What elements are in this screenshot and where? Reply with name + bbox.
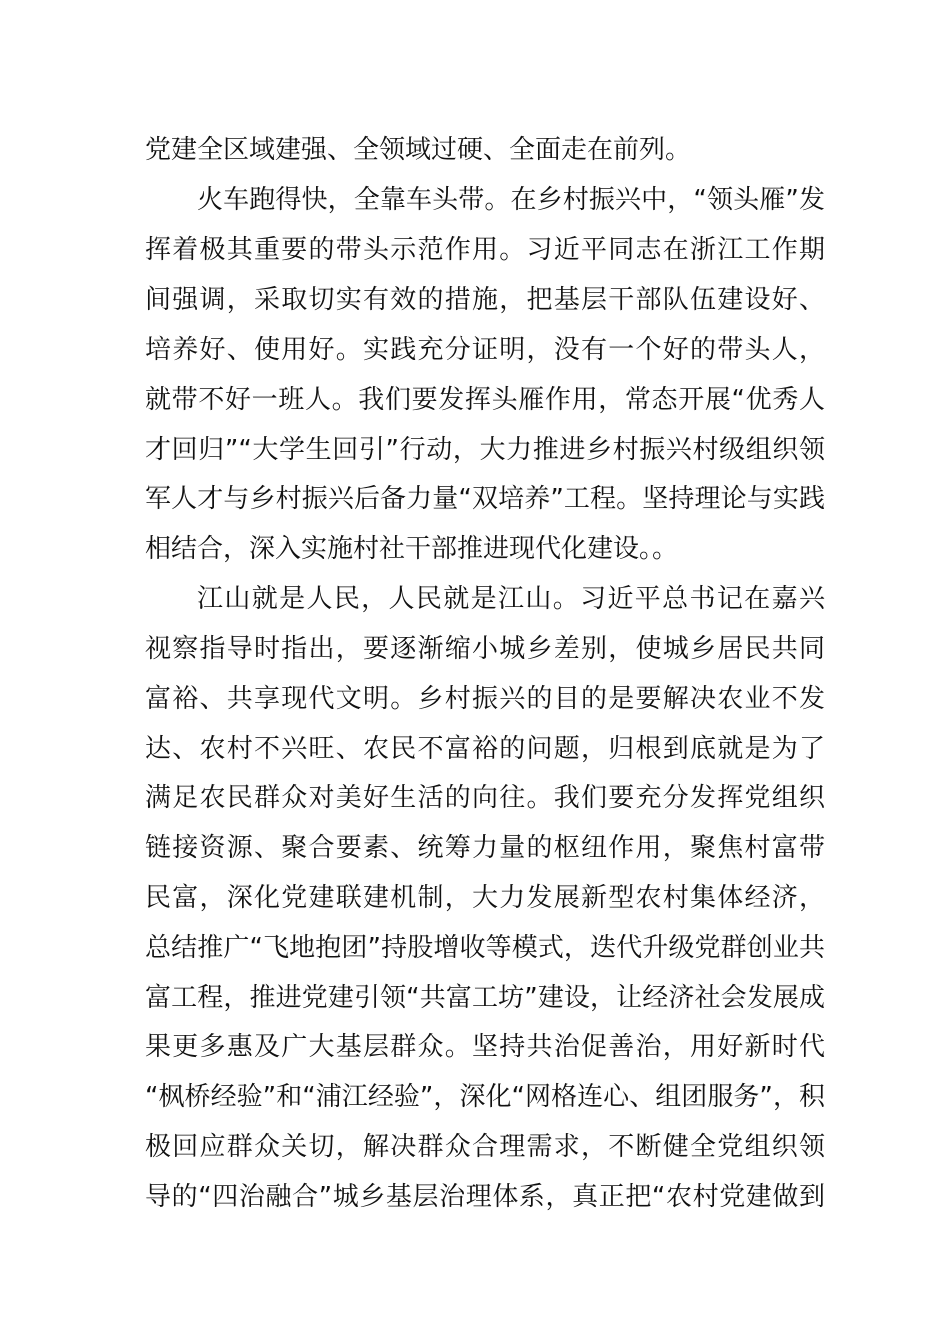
- text-line: 总结推广“飞地抱团”持股增收等模式，迭代升级党群创业共: [145, 933, 825, 963]
- text-line: 富裕、共享现代文明。乡村振兴的目的是要解决农业不发: [145, 684, 825, 714]
- paragraph-first-line: 火车跑得快，全靠车头带。在乡村振兴中，“领头雁”发: [197, 185, 825, 215]
- text-line: 达、农村不兴旺、农民不富裕的问题，归根到底就是为了: [145, 734, 825, 764]
- text-line: 导的“四治融合”城乡基层治理体系，真正把“农村党建做到: [145, 1182, 825, 1212]
- text-line: 视察指导时指出，要逐渐缩小城乡差别，使城乡居民共同: [145, 634, 825, 664]
- text-line: 满足农民群众对美好生活的向往。我们要充分发挥党组织: [145, 783, 825, 813]
- text-line: 极回应群众关切，解决群众合理需求，不断健全党组织领: [145, 1132, 825, 1162]
- text-line: 间强调，采取切实有效的措施，把基层干部队伍建设好、: [145, 285, 825, 315]
- text-line: 培养好、使用好。实践充分证明，没有一个好的带头人，: [145, 335, 825, 365]
- text-line: 党建全区域建强、全领域过硬、全面走在前列。: [145, 135, 692, 165]
- text-line: 果更多惠及广大基层群众。坚持共治促善治，用好新时代: [145, 1032, 825, 1062]
- text-line: 富工程，推进党建引领“共富工坊”建设，让经济社会发展成: [145, 983, 825, 1013]
- text-line: 就带不好一班人。我们要发挥头雁作用，常态开展“优秀人: [145, 385, 825, 415]
- paragraph-first-line: 江山就是人民，人民就是江山。习近平总书记在嘉兴: [197, 584, 825, 614]
- text-line: 才回归”“大学生回引”行动，大力推进乡村振兴村级组织领: [145, 435, 825, 465]
- text-line: 军人才与乡村振兴后备力量“双培养”工程。坚持理论与实践: [145, 484, 825, 514]
- text-line: 相结合，深入实施村社干部推进现代化建设。。: [145, 534, 679, 564]
- text-line: “枫桥经验”和“浦江经验”，深化“网格连心、组团服务”，积: [145, 1082, 825, 1112]
- text-line: 链接资源、聚合要素、统筹力量的枢纽作用，聚焦村富带: [145, 833, 825, 863]
- text-line: 挥着极其重要的带头示范作用。习近平同志在浙江工作期: [145, 235, 825, 265]
- text-line: 民富，深化党建联建机制，大力发展新型农村集体经济，: [145, 883, 825, 913]
